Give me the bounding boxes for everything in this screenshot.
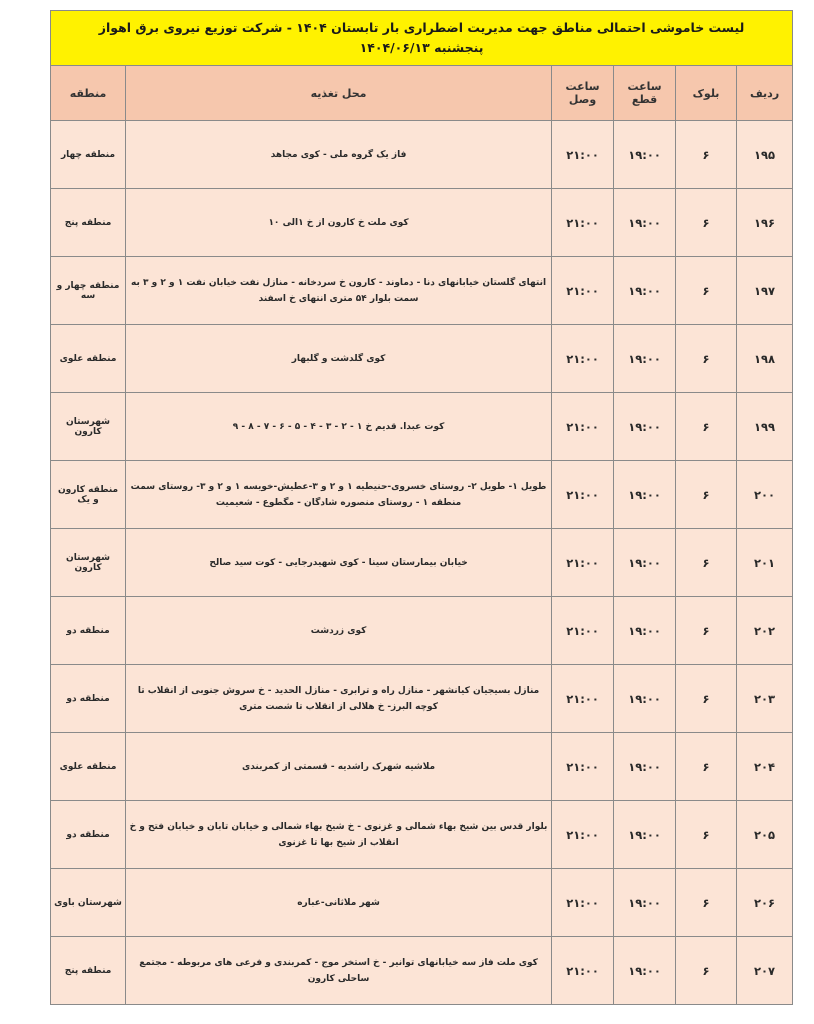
cell-connect-time: ۲۱:۰۰: [552, 461, 614, 529]
cell-region: شهرستان کارون: [51, 529, 126, 597]
cell-connect-time: ۲۱:۰۰: [552, 325, 614, 393]
cell-block: ۶: [676, 869, 737, 937]
cell-connect-time: ۲۱:۰۰: [552, 733, 614, 801]
table-row: [51, 529, 793, 597]
cell-feed-location: شهر ملاثانی-عباره: [126, 869, 552, 937]
cell-cut-time: ۱۹:۰۰: [614, 257, 676, 325]
cell-row-number: ۲۰۱: [737, 529, 793, 597]
cell-region: منطقه دو: [51, 801, 126, 869]
table-row: [51, 121, 793, 189]
cell-feed-location: کوی ملت خ کارون از خ ۱الی ۱۰: [126, 189, 552, 257]
cell-feed-location: ملاشیه شهرک راشدیه - قسمتی از کمربندی: [126, 733, 552, 801]
cell-connect-time: ۲۱:۰۰: [552, 257, 614, 325]
cell-block: ۶: [676, 325, 737, 393]
cell-cut-time: ۱۹:۰۰: [614, 325, 676, 393]
cell-connect-time: ۲۱:۰۰: [552, 869, 614, 937]
table-row: [51, 393, 793, 461]
header-block: بلوک: [676, 66, 737, 121]
cell-connect-time: ۲۱:۰۰: [552, 121, 614, 189]
cell-feed-location: طویل ۱- طویل ۲- روستای خسروی-حنیطیه ۱ و ۲ و ۳-عطیش-خویسه ۱ و ۲ و ۳- روستای سمت منطقه ۱ - روستای منصوره شادگان - مگطوع - شعیمیت: [126, 461, 552, 529]
cell-row-number: ۲۰۲: [737, 597, 793, 665]
table-body: [51, 121, 793, 1005]
cell-feed-location: بلوار قدس بین شیخ بهاء شمالی و غزنوی - خ شیخ بهاء شمالی و خیابان تابان و خیابان فتح و خ انقلاب از شیخ بها تا غزنوی: [126, 801, 552, 869]
cell-connect-time: ۲۱:۰۰: [552, 665, 614, 733]
cell-cut-time: ۱۹:۰۰: [614, 801, 676, 869]
cell-block: ۶: [676, 801, 737, 869]
cell-cut-time: ۱۹:۰۰: [614, 393, 676, 461]
header-connect-time: ساعت وصل: [552, 66, 614, 121]
cell-row-number: ۲۰۴: [737, 733, 793, 801]
cell-connect-time: ۲۱:۰۰: [552, 529, 614, 597]
cell-feed-location: فاز یک گروه ملی - کوی مجاهد: [126, 121, 552, 189]
cell-cut-time: ۱۹:۰۰: [614, 189, 676, 257]
outage-table: [50, 10, 793, 1005]
cell-feed-location: کوی زردشت: [126, 597, 552, 665]
table-row: [51, 189, 793, 257]
cell-region: منطقه چهار: [51, 121, 126, 189]
cell-cut-time: ۱۹:۰۰: [614, 665, 676, 733]
cell-cut-time: ۱۹:۰۰: [614, 121, 676, 189]
cell-block: ۶: [676, 597, 737, 665]
cell-feed-location: کوت عبدا. قدیم خ ۱ - ۲ - ۳ - ۴ - ۵ - ۶ - ۷ - ۸ - ۹: [126, 393, 552, 461]
title-line-1: لیست خاموشی احتمالی مناطق جهت مدیریت اضطراری بار تابستان ۱۴۰۴ - شرکت توزیع نیروی برق اهواز: [98, 20, 745, 35]
cell-cut-time: ۱۹:۰۰: [614, 869, 676, 937]
cell-cut-time: ۱۹:۰۰: [614, 461, 676, 529]
cell-region: منطقه علوی: [51, 325, 126, 393]
cell-connect-time: ۲۱:۰۰: [552, 189, 614, 257]
cell-row-number: ۲۰۵: [737, 801, 793, 869]
table-row: [51, 937, 793, 1005]
cell-feed-location: کوی ملت فاز سه خیابانهای توانیر - خ استخر موج - کمربندی و فرعی های مربوطه - مجتمع ساحلی کارون: [126, 937, 552, 1005]
cell-block: ۶: [676, 257, 737, 325]
title-line-2: پنجشنبه ۱۴۰۴/۰۶/۱۳: [359, 40, 484, 55]
cell-block: ۶: [676, 665, 737, 733]
table-row: [51, 597, 793, 665]
table-row: [51, 801, 793, 869]
cell-cut-time: ۱۹:۰۰: [614, 937, 676, 1005]
cell-feed-location: انتهای گلستان خیابانهای دنا - دماوند - کارون خ سردخانه - منازل نفت خیابان نفت ۱ و ۲ و ۳ به سمت بلوار ۵۴ متری انتهای خ اسفند: [126, 257, 552, 325]
cell-region: منطقه پنج: [51, 937, 126, 1005]
cell-row-number: ۱۹۹: [737, 393, 793, 461]
cell-region: منطقه کارون و یک: [51, 461, 126, 529]
cell-block: ۶: [676, 189, 737, 257]
cell-feed-location: کوی گلدشت و گلبهار: [126, 325, 552, 393]
cell-block: ۶: [676, 529, 737, 597]
cell-region: شهرستان باوی: [51, 869, 126, 937]
cell-region: منطقه دو: [51, 597, 126, 665]
cell-cut-time: ۱۹:۰۰: [614, 597, 676, 665]
cell-block: ۶: [676, 393, 737, 461]
cell-row-number: ۲۰۳: [737, 665, 793, 733]
cell-region: منطقه علوی: [51, 733, 126, 801]
cell-block: ۶: [676, 461, 737, 529]
header-cut-time: ساعت قطع: [614, 66, 676, 121]
cell-cut-time: ۱۹:۰۰: [614, 733, 676, 801]
cell-row-number: ۲۰۶: [737, 869, 793, 937]
cell-region: منطقه دو: [51, 665, 126, 733]
table-row: [51, 257, 793, 325]
table-title: [51, 11, 793, 66]
cell-row-number: ۲۰۰: [737, 461, 793, 529]
cell-feed-location: خیابان بیمارستان سینا - کوی شهیدرجایی - کوت سید صالح: [126, 529, 552, 597]
cell-connect-time: ۲۱:۰۰: [552, 393, 614, 461]
cell-row-number: ۱۹۷: [737, 257, 793, 325]
cell-block: ۶: [676, 121, 737, 189]
cell-cut-time: ۱۹:۰۰: [614, 529, 676, 597]
header-row-number: ردیف: [737, 66, 793, 121]
table-row: [51, 325, 793, 393]
header-region: منطقه: [51, 66, 126, 121]
cell-connect-time: ۲۱:۰۰: [552, 937, 614, 1005]
header-feed-location: محل تغذیه: [126, 66, 552, 121]
table-row: [51, 461, 793, 529]
cell-row-number: ۱۹۶: [737, 189, 793, 257]
cell-block: ۶: [676, 937, 737, 1005]
cell-region: شهرستان کارون: [51, 393, 126, 461]
cell-row-number: ۱۹۸: [737, 325, 793, 393]
table-row: [51, 733, 793, 801]
cell-row-number: ۱۹۵: [737, 121, 793, 189]
header-row: [51, 66, 793, 121]
cell-region: منطقه چهار و سه: [51, 257, 126, 325]
cell-connect-time: ۲۱:۰۰: [552, 801, 614, 869]
cell-region: منطقه پنج: [51, 189, 126, 257]
cell-connect-time: ۲۱:۰۰: [552, 597, 614, 665]
cell-block: ۶: [676, 733, 737, 801]
cell-row-number: ۲۰۷: [737, 937, 793, 1005]
table-row: [51, 665, 793, 733]
cell-feed-location: منازل بسیجیان کیانشهر - منازل راه و ترابری - منازل الحدید - خ سروش جنوبی از انقلاب تا کوچه البرز- خ هلالی از انقلاب تا شصت متری: [126, 665, 552, 733]
title-row: [51, 11, 793, 66]
table-row: [51, 869, 793, 937]
